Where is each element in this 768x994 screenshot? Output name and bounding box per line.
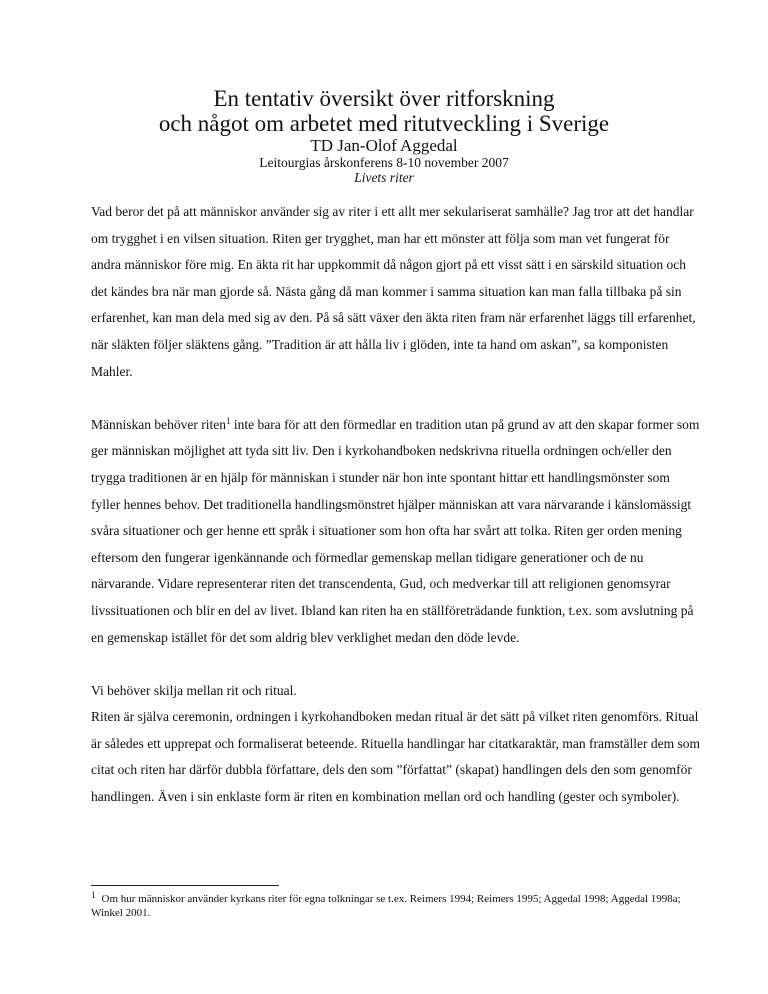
footnote-reference: 1	[225, 415, 231, 426]
footnote-text: Om hur människor använder kyrkans riter för egna tolkningar se t.ex. Reimers 1994; Reimers 1995; Aggedal 1998; Aggedal 1998a; Winkel 2001.	[91, 893, 681, 919]
paragraph-4: Riten är själva ceremonin, ordningen i kyrkohandboken medan ritual är det sätt på vilket riten genomförs. Ritual är således ett upprepat och formaliserat beteende. Rituella handlingar har citatkaraktär, man framställer dem som citat och riten har därför dubbla författare, dels den som ”författat” (skapat) handlingen dels den som genomför handlingen. Även i sin enklaste form är riten en kombination mellan ord och handling (gester och symboler).	[91, 709, 700, 805]
body-text	[91, 199, 701, 837]
footnote-divider	[91, 885, 279, 886]
title-line-1: En tentativ översikt över ritforskning	[213, 86, 555, 111]
paragraph-3: Vi behöver skilja mellan rit och ritual.	[91, 682, 297, 698]
conference: Leitourgias årskonferens 8-10 november 2007	[259, 155, 509, 170]
paragraph-2-start: Människan behöver riten	[91, 416, 226, 432]
theme: Livets riter	[354, 170, 414, 185]
title-block	[0, 86, 768, 185]
paragraph-1: Vad beror det på att människor använder sig av riter i ett allt mer sekulariserat samhälle? Jag tror att det handlar om trygghet i en vilsen situation. Riten ger trygghet, man har ett mönster att följa som man vet fungerat för andra människor före mig. En äkta rit har uppkommit då någon gjort på ett visst sätt i en särskild situation och det kändes bra när man gjorde så. Nästa gång då man kommer i samma situation kan man falla tillbaka på sin erfarenhet, kan man dela med sig av den. På så sätt växer den äkta riten fram när erfarenhet läggs till erfarenhet, när släkten följer släktens gång. ”Tradition är att hålla liv i glöden, inte ta hand om askan”, sa komponisten Mahler.	[91, 204, 696, 379]
paragraph-2	[91, 412, 701, 651]
title-line-2: och något om arbetet med ritutveckling i Sverige	[158, 111, 610, 136]
author: TD Jan-Olof Aggedal	[310, 136, 458, 155]
paragraph-2-rest: inte bara för att den förmedlar en tradition utan på grund av att den skapar former som ger människan möjlighet att tyda sitt liv. Den i kyrkohandboken nedskrivna rituella ordningen och/eller den trygga traditionen är en hjälp för människan i stunder när hon inte spontant hittar ett handlingsmönster som fyller hennes behov. Det traditionella handlingsmönstret hjälper människan att vara närvarande i känslomässigt svåra situationer och ger henne ett språk i situationer som hon ofta har svårt att tolka. Riten ger orden mening eftersom den fungerar igenkännande och förmedlar gemenskap mellan tidigare generationer och de nu närvarande. Vidare representerar riten det transcendenta, Gud, och medverkar till att religionen genomsyrar livssituationen och blir en del av livet. Ibland kan riten ha en ställföreträdande funktion, t.ex. som avslutning på en gemenskap istället för det som aldrig blev verklighet medan den döde levde.	[91, 416, 700, 645]
footnote	[91, 890, 703, 920]
footnote-number: 1	[91, 890, 96, 900]
